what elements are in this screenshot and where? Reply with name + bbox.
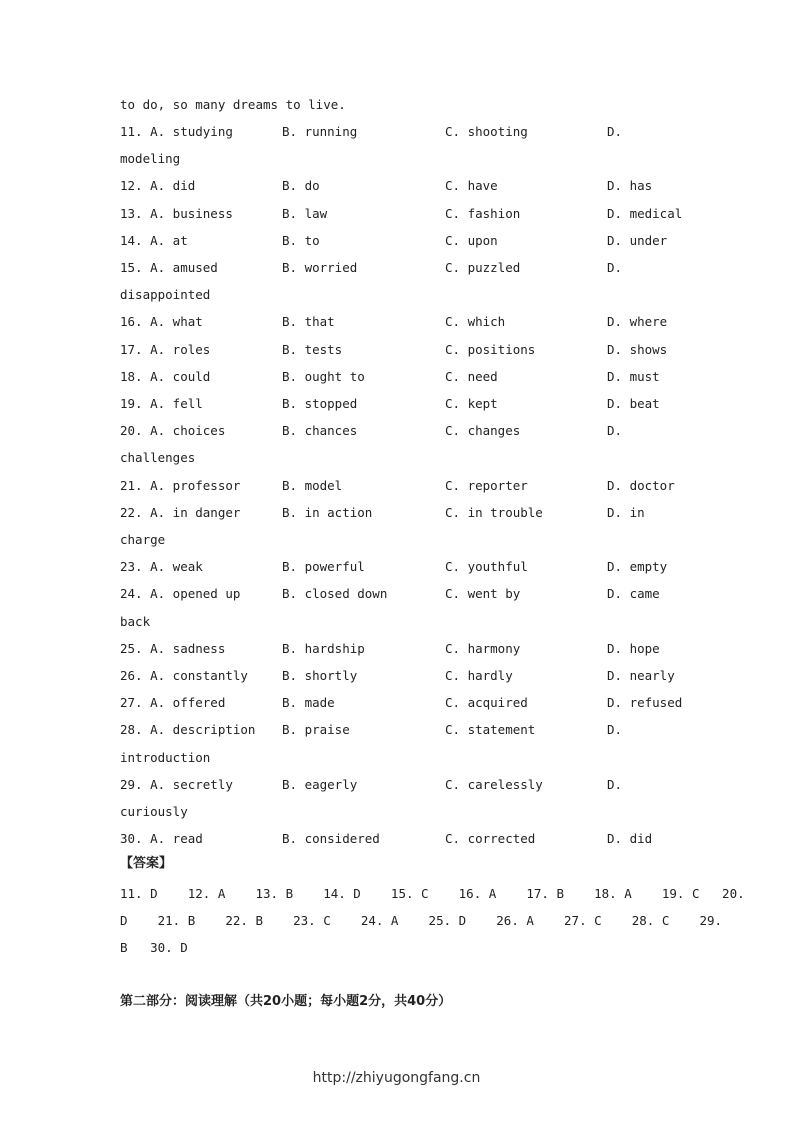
option-b: B. that: [282, 314, 335, 330]
option-b: B. chances: [282, 423, 358, 439]
question-row: [120, 231, 680, 251]
option-a: 20. A. choices: [120, 423, 226, 439]
option-a: 29. A. secretly: [120, 776, 233, 792]
option-c: C. hardly: [445, 668, 513, 683]
question-row: [120, 829, 680, 849]
option-b: B. hardship: [282, 640, 365, 656]
option-d: D.: [607, 722, 623, 738]
intro-line: to do, so many dreams to live.: [120, 97, 346, 112]
option-a: 19. A. fell: [120, 396, 203, 411]
option-d: D. in: [607, 504, 645, 520]
answer-line: B 30. D: [120, 940, 188, 955]
option-a: 23. A. weak: [120, 559, 203, 575]
option-d: D. shows: [607, 341, 668, 357]
option-a: 11. A. studying: [120, 124, 233, 139]
option-a: 24. A. opened up: [120, 586, 241, 602]
option-a: 18. A. could: [120, 368, 211, 384]
option-c: C. which: [445, 314, 506, 330]
option-a: 14. A. at: [120, 232, 188, 248]
question-row: [120, 258, 680, 278]
option-a: 15. A. amused: [120, 260, 218, 275]
question-row: [120, 421, 680, 441]
option-c: C. carelessly: [445, 776, 543, 792]
option-d: D. doctor: [607, 477, 675, 493]
answer-line: D 21. B 22. B 23. C 24. A 25. D 26. A 27. C 28. C 29.: [120, 912, 723, 928]
option-b: B. tests: [282, 341, 343, 357]
option-d: D.: [607, 124, 623, 139]
question-row: [120, 693, 683, 713]
option-d: D. under: [607, 232, 668, 248]
question-row: [120, 340, 680, 360]
question-row: [120, 775, 680, 795]
option-d-wrap: introduction: [120, 749, 211, 765]
option-a: 17. A. roles: [120, 341, 211, 357]
option-c: C. fashion: [445, 205, 521, 221]
option-c: C. acquired: [445, 695, 528, 711]
question-row: [120, 557, 680, 577]
option-d: D. empty: [607, 559, 668, 575]
option-c: C. need: [445, 368, 498, 384]
option-b: B. made: [282, 695, 335, 711]
option-d: D. has: [607, 178, 653, 194]
option-a: 25. A. sadness: [120, 640, 226, 656]
option-b: B. stopped: [282, 396, 358, 411]
option-d-wrap: charge: [120, 532, 166, 547]
option-d-wrap: challenges: [120, 450, 196, 466]
option-c: C. corrected: [445, 831, 536, 847]
option-c: C. reporter: [445, 477, 528, 493]
option-b: B. considered: [282, 831, 380, 847]
option-a: 22. A. in danger: [120, 504, 241, 520]
question-row: [120, 367, 680, 387]
option-b: B. do: [282, 178, 320, 194]
option-d-wrap: modeling: [120, 151, 181, 167]
option-c: C. upon: [445, 232, 498, 248]
option-c: C. kept: [445, 396, 498, 411]
option-b: B. worried: [282, 260, 358, 275]
option-a: 21. A. professor: [120, 477, 241, 493]
option-a: 28. A. description: [120, 722, 256, 738]
option-c: C. harmony: [445, 640, 521, 656]
question-row: [120, 666, 680, 686]
option-a: 16. A. what: [120, 314, 203, 330]
option-b: B. in action: [282, 504, 373, 520]
option-d-wrap: curiously: [120, 804, 188, 819]
question-row: [120, 176, 680, 196]
option-c: C. in trouble: [445, 504, 543, 520]
question-row: [120, 312, 680, 332]
option-b: B. eagerly: [282, 776, 358, 792]
option-b: B. shortly: [282, 668, 358, 683]
question-row: [120, 639, 680, 659]
option-c: C. have: [445, 178, 498, 194]
option-a: 27. A. offered: [120, 695, 226, 711]
option-a: 26. A. constantly: [120, 668, 248, 683]
option-a: 12. A. did: [120, 178, 196, 194]
option-d: D. beat: [607, 396, 660, 411]
option-d: D. must: [607, 368, 660, 384]
option-c: C. went by: [445, 586, 521, 602]
option-b: B. running: [282, 124, 358, 139]
option-c: C. puzzled: [445, 260, 521, 275]
answer-line: 11. D 12. A 13. B 14. D 15. C 16. A 17. B 18. A 19. C 20.: [120, 885, 745, 901]
option-c: C. youthful: [445, 559, 528, 575]
option-b: B. closed down: [282, 586, 388, 602]
option-b: B. law: [282, 205, 328, 221]
option-b: B. model: [282, 477, 343, 493]
option-c: C. changes: [445, 423, 521, 439]
question-row: [120, 394, 680, 414]
option-a: 13. A. business: [120, 205, 233, 221]
question-row: [120, 720, 680, 740]
question-row: [120, 204, 683, 224]
option-d-wrap: back: [120, 613, 151, 629]
question-row: [120, 503, 680, 523]
option-c: C. statement: [445, 722, 536, 738]
question-row: [120, 584, 680, 604]
option-b: B. ought to: [282, 368, 365, 384]
option-b: B. to: [282, 232, 320, 248]
option-d: D. nearly: [607, 668, 675, 683]
option-d: D.: [607, 423, 623, 439]
section-heading: 第二部分：阅读理解（共20小题；每小题2分，共40分）: [120, 994, 452, 1010]
option-d-wrap: disappointed: [120, 287, 211, 303]
option-d: D. refused: [607, 695, 683, 711]
option-d: D. where: [607, 314, 668, 330]
option-d: D.: [607, 260, 623, 275]
option-d: D.: [607, 776, 623, 792]
option-b: B. praise: [282, 722, 350, 738]
option-c: C. shooting: [445, 124, 528, 139]
option-a: 30. A. read: [120, 831, 203, 847]
footer-url[interactable]: http://zhiyugongfang.cn: [312, 1070, 481, 1086]
option-d: D. did: [607, 831, 653, 847]
option-b: B. powerful: [282, 559, 365, 575]
option-d: D. came: [607, 586, 660, 602]
option-c: C. positions: [445, 341, 536, 357]
question-row: [120, 476, 680, 496]
option-d: D. medical: [607, 205, 683, 221]
answer-heading: 【答案】: [120, 856, 173, 872]
question-row: [120, 122, 680, 142]
option-d: D. hope: [607, 640, 660, 656]
